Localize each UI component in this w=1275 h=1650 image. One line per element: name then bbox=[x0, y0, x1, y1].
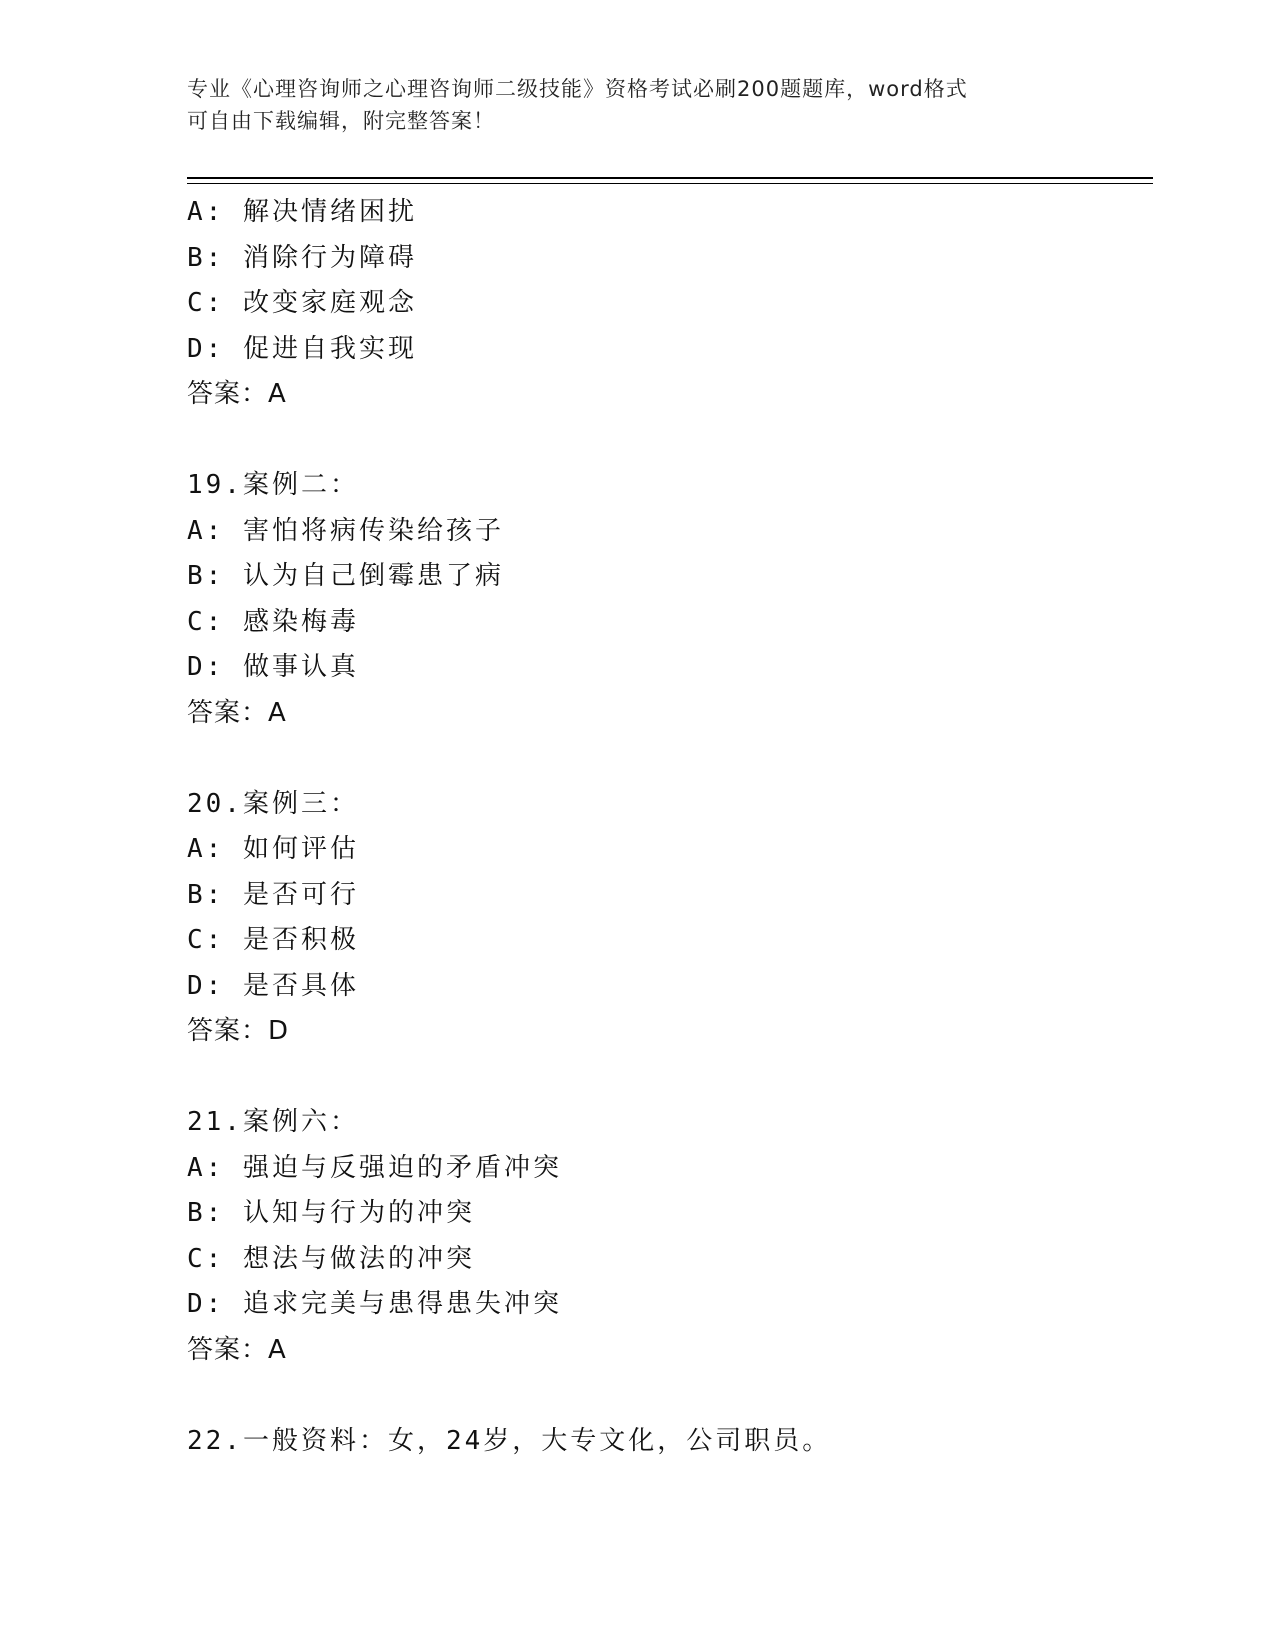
question-22 bbox=[187, 1419, 1147, 1465]
answer-line: 答案：A bbox=[187, 1334, 287, 1365]
option-b: B: 消除行为障碍 bbox=[187, 242, 417, 273]
spacer bbox=[187, 736, 1147, 782]
spacer bbox=[187, 1373, 1147, 1419]
question-19 bbox=[187, 463, 1147, 736]
option-a: A: 强迫与反强迫的矛盾冲突 bbox=[187, 1152, 562, 1183]
question-18 bbox=[187, 190, 1147, 418]
question-title: 20.案例三： bbox=[187, 788, 359, 819]
option-b: B: 认为自己倒霉患了病 bbox=[187, 561, 504, 591]
option-c: C: 改变家庭观念 bbox=[187, 288, 417, 318]
answer-line: 答案：A bbox=[187, 379, 287, 409]
option-d: D: 是否具体 bbox=[187, 970, 359, 1001]
question-list bbox=[187, 190, 1147, 1464]
option-a: A: 解决情绪困扰 bbox=[187, 197, 417, 227]
question-title: 19.案例二： bbox=[187, 470, 359, 500]
question-21 bbox=[187, 1100, 1147, 1373]
option-c: C: 是否积极 bbox=[187, 925, 359, 955]
option-d: D: 促进自我实现 bbox=[187, 333, 417, 364]
option-a: A: 如何评估 bbox=[187, 834, 359, 864]
question-title: 21.案例六： bbox=[187, 1107, 359, 1137]
document-header bbox=[187, 73, 1067, 137]
header-line-1: 专业《心理咨询师之心理咨询师二级技能》资格考试必刷200题题库，word格式 bbox=[187, 77, 968, 101]
option-d: D: 做事认真 bbox=[187, 652, 359, 682]
question-title: 22.一般资料：女，24岁，大专文化，公司职员。 bbox=[187, 1425, 832, 1456]
option-a: A: 害怕将病传染给孩子 bbox=[187, 515, 504, 546]
answer-line: 答案：D bbox=[187, 1016, 290, 1046]
option-d: D: 追求完美与患得患失冲突 bbox=[187, 1289, 562, 1319]
question-20 bbox=[187, 782, 1147, 1055]
spacer bbox=[187, 418, 1147, 464]
option-b: B: 认知与行为的冲突 bbox=[187, 1198, 475, 1228]
option-b: B: 是否可行 bbox=[187, 879, 359, 910]
header-rule-thin bbox=[187, 183, 1153, 184]
header-rule-thick bbox=[187, 177, 1153, 179]
option-c: C: 感染梅毒 bbox=[187, 606, 359, 637]
answer-line: 答案：A bbox=[187, 697, 287, 728]
option-c: C: 想法与做法的冲突 bbox=[187, 1243, 475, 1274]
spacer bbox=[187, 1055, 1147, 1101]
header-line-2: 可自由下载编辑，附完整答案！ bbox=[187, 109, 495, 133]
